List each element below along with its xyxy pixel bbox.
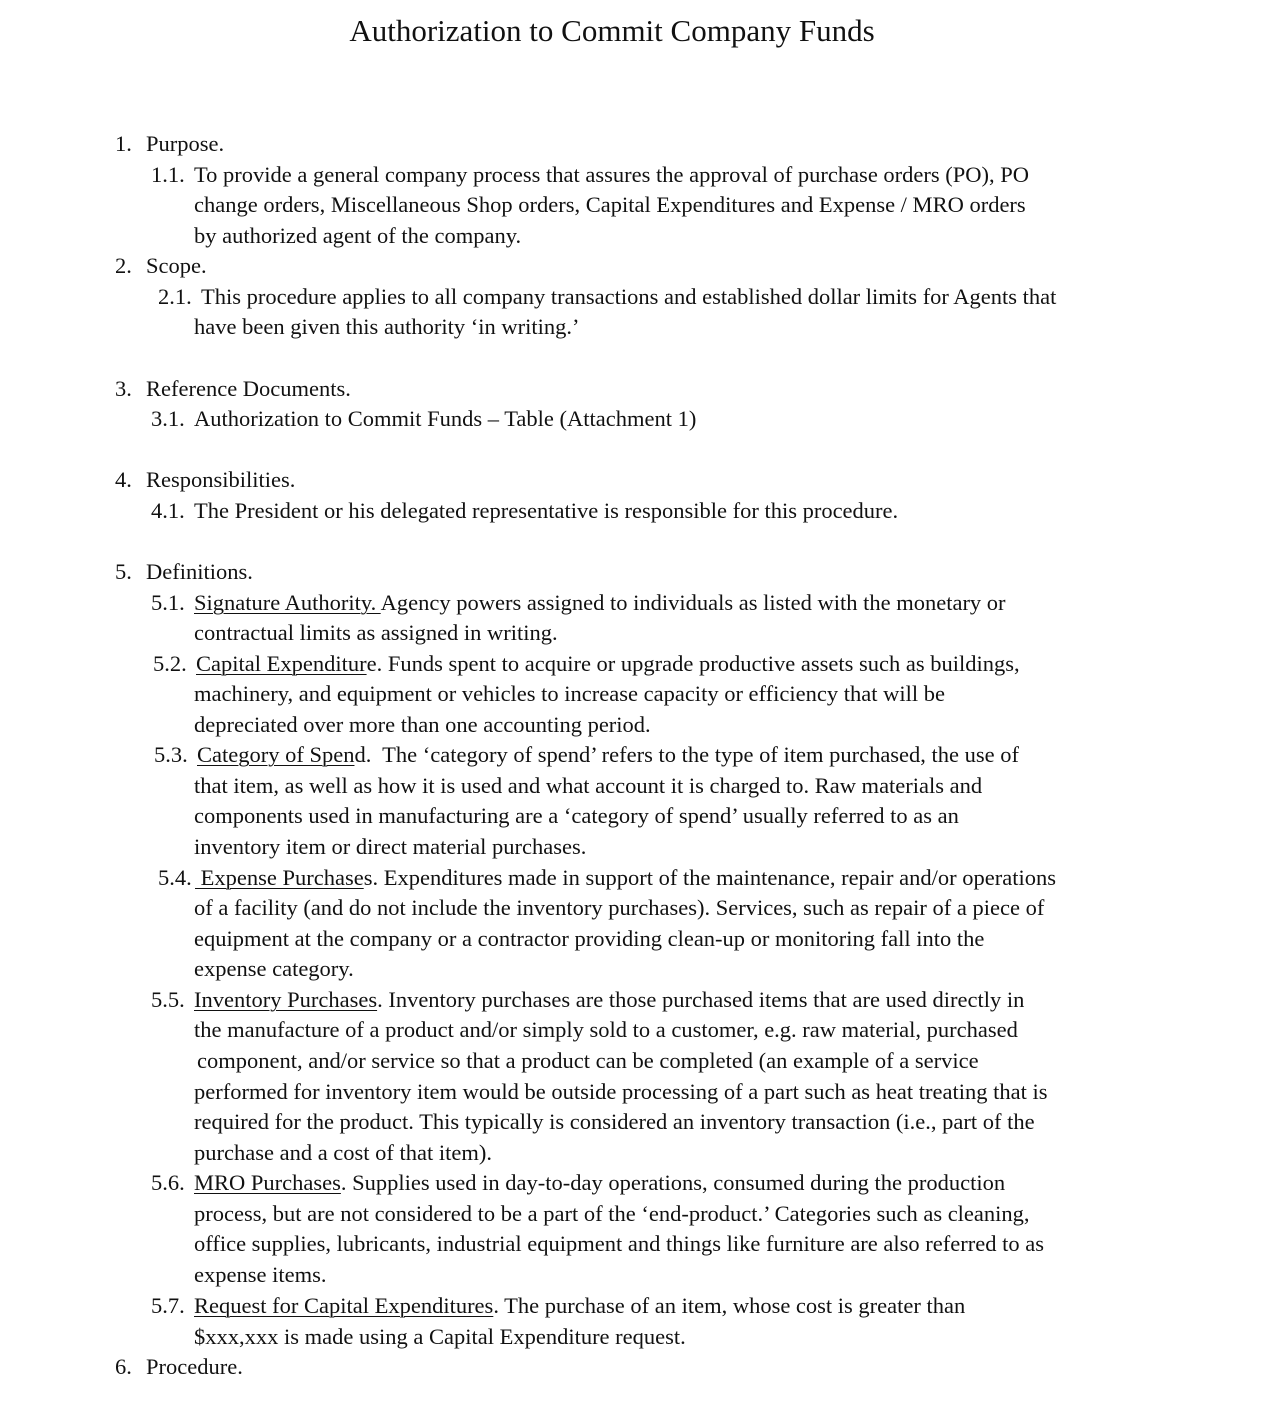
defined-term: Capital Expenditur [196, 651, 367, 676]
item-number: 3.1. [151, 406, 185, 431]
item-text-line: purchase and a cost of that item). [194, 1140, 493, 1165]
defined-term: Expense Purchase [195, 865, 364, 890]
item-text-line: process, but are not considered to be a part of the ‘end-product.’ Categories such as cleaning, [194, 1201, 1030, 1226]
item-text-line: by authorized agent of the company. [194, 223, 522, 248]
item-text-line: component, and/or service so that a product can be completed (an example of a service [197, 1048, 979, 1073]
item-text-line: machinery, and equipment or vehicles to increase capacity or efficiency that will be [194, 681, 945, 706]
definition-text: Agency powers assigned to individuals as listed with the monetary or [380, 590, 1006, 615]
item-text-line: have been given this authority ‘in writing.’ [194, 314, 580, 339]
item-text-line: the manufacture of a product and/or simply sold to a customer, e.g. raw material, purchased [194, 1017, 1018, 1042]
defined-term: MRO Purchases [194, 1170, 341, 1195]
item-text-line: The President or his delegated representative is responsible for this procedure. [194, 498, 899, 523]
item-text-line: change orders, Miscellaneous Shop orders, Capital Expenditures and Expense / MRO orders [194, 192, 1026, 217]
item-text-line: of a facility (and do not include the inventory purchases). Services, such as repair of a piece of [194, 895, 1045, 920]
definition-text: . Inventory purchases are those purchased items that are used directly in [377, 987, 1025, 1012]
defined-term-tail: d [354, 742, 366, 767]
item-text-line: contractual limits as assigned in writing. [194, 620, 558, 645]
section-heading-purpose: Purpose. [146, 131, 225, 156]
item-number: 2.1. [158, 284, 192, 309]
section-heading-definitions: Definitions. [146, 559, 253, 584]
item-number: 5.2. [153, 651, 187, 676]
item-text-line: $xxx,xxx is made using a Capital Expenditure request. [194, 1324, 686, 1349]
section-heading-reference-documents: Reference Documents. [146, 376, 351, 401]
section-number: 6. [115, 1354, 132, 1379]
defined-term: Request for Capital Expenditures [194, 1293, 494, 1318]
item-number: 5.7. [151, 1293, 185, 1318]
item-text-line: depreciated over more than one accounting period. [194, 712, 651, 737]
item-number: 5.6. [151, 1170, 185, 1195]
defined-term-tail: s [363, 865, 373, 890]
item-number: 5.3. [154, 742, 188, 767]
item-number: 5.4. [158, 865, 192, 890]
definition-text: . The purchase of an item, whose cost is greater than [493, 1293, 966, 1318]
item-text-line: components used in manufacturing are a ‘category of spend’ usually referred to as an [194, 803, 959, 828]
item-text-line: required for the product. This typically is considered an inventory transaction (i.e., part of the [194, 1109, 1035, 1134]
definition-first-line [197, 740, 1019, 770]
item-text-line: expense category. [194, 956, 354, 981]
definition-first-line [194, 588, 1006, 618]
section-number: 5. [115, 559, 132, 584]
section-number: 4. [115, 467, 132, 492]
definition-first-line [196, 649, 1020, 679]
definition-text: . Funds spent to acquire or upgrade productive assets such as buildings, [376, 651, 1020, 676]
defined-term-tail: e [366, 651, 377, 676]
item-text-line: Authorization to Commit Funds – Table (Attachment 1) [194, 406, 697, 431]
item-text-line: expense items. [194, 1262, 327, 1287]
item-text-line: office supplies, lubricants, industrial equipment and things like furniture are also referred to as [194, 1231, 1044, 1256]
defined-term: Signature Authority. [194, 590, 381, 615]
definition-first-line [194, 1291, 965, 1321]
item-text-line: To provide a general company process that assures the approval of purchase orders (PO), PO [194, 162, 1030, 187]
item-text-line: performed for inventory item would be outside processing of a part such as heat treating that is [194, 1079, 1048, 1104]
item-text-line: This procedure applies to all company transactions and established dollar limits for Agents that [201, 284, 1057, 309]
definition-text: . The ‘category of spend’ refers to the type of item purchased, the use of [365, 742, 1020, 767]
section-heading-scope: Scope. [146, 253, 207, 278]
definition-text: . Supplies used in day-to-day operations, consumed during the production [340, 1170, 1006, 1195]
item-text-line: inventory item or direct material purchases. [194, 834, 587, 859]
section-number: 3. [115, 376, 132, 401]
item-text-line: that item, as well as how it is used and what account it is charged to. Raw materials and [194, 773, 983, 798]
item-number: 4.1. [151, 498, 185, 523]
section-number: 2. [115, 253, 132, 278]
definition-first-line [194, 1168, 1005, 1198]
definition-text: . Expenditures made in support of the maintenance, repair and/or operations [372, 865, 1056, 890]
item-text-line: equipment at the company or a contractor providing clean-up or monitoring fall into the [194, 926, 985, 951]
defined-term: Inventory Purchases [194, 987, 378, 1012]
definition-first-line [195, 863, 1056, 893]
defined-term: Category of Spen [197, 742, 355, 767]
item-number: 5.1. [151, 590, 185, 615]
section-heading-responsibilities: Responsibilities. [146, 467, 296, 492]
section-heading-procedure: Procedure. [146, 1354, 243, 1379]
item-number: 5.5. [151, 987, 185, 1012]
document-title: Authorization to Commit Company Funds [349, 13, 875, 48]
definition-first-line [194, 985, 1024, 1015]
section-number: 1. [115, 131, 132, 156]
item-number: 1.1. [151, 162, 185, 187]
